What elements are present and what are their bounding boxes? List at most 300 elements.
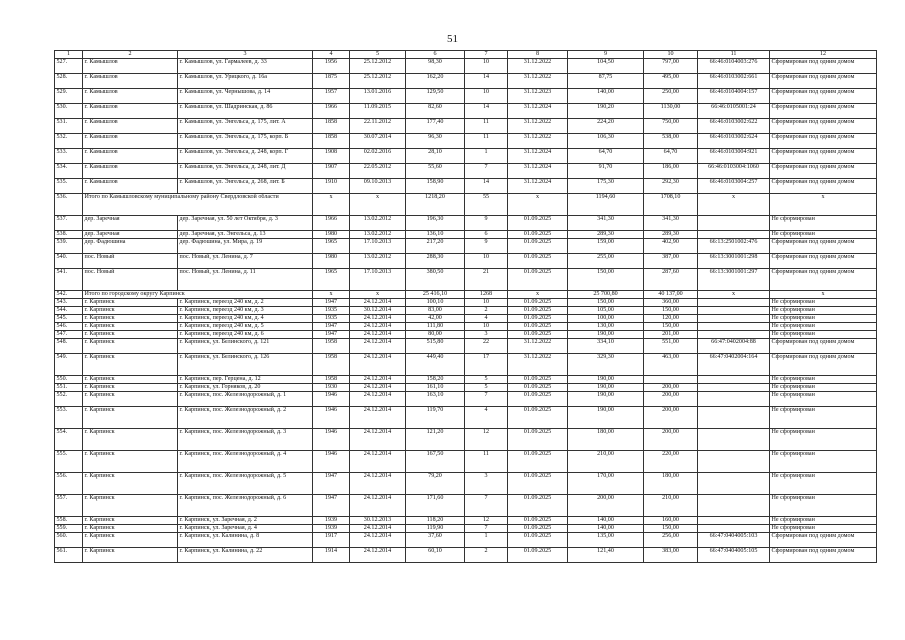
cadastral-number: 66:46:0103002:624	[698, 134, 770, 149]
row-number: 559.	[55, 525, 83, 533]
address: г. Камышлов, ул. Урицкого, д. 16а	[178, 74, 313, 89]
value-10: 180,00	[644, 473, 698, 495]
row-number: 530.	[55, 104, 83, 119]
resettlement-deadline: 01.09.2025	[508, 407, 568, 429]
row-number: 551.	[55, 384, 83, 392]
cadastral-number	[698, 429, 770, 451]
table-row	[55, 525, 877, 533]
address: г. Камышлов, ул. Энгельса, д. 268, лит. Б	[178, 179, 313, 194]
value-9: 105,00	[568, 307, 644, 315]
area: 100,10	[406, 299, 465, 307]
resettlement-deadline: 01.09.2025	[508, 384, 568, 392]
area: 121,20	[406, 429, 465, 451]
table-row	[55, 307, 877, 315]
value-10: 1708,10	[644, 194, 698, 216]
area: 158,90	[406, 179, 465, 194]
build-year: 1980	[313, 254, 350, 269]
value-10: 150,00	[644, 525, 698, 533]
land-status: Не сформирован	[770, 299, 877, 307]
area: 28,10	[406, 149, 465, 164]
recognition-date: 11.09.2015	[350, 104, 406, 119]
land-status: Не сформирован	[770, 451, 877, 473]
recognition-date: 24.12.2014	[350, 392, 406, 407]
locality: г. Карпинск	[83, 299, 178, 307]
residents: 22	[465, 339, 508, 354]
land-status: Сформирован под одним домом	[770, 533, 877, 548]
table-row	[55, 451, 877, 473]
resettlement-deadline: 01.09.2025	[508, 517, 568, 525]
col-header: 2	[83, 51, 178, 59]
build-year: 1910	[313, 179, 350, 194]
address: г. Карпинск, ул. Заречная, д. 4	[178, 525, 313, 533]
recognition-date: 24.12.2014	[350, 548, 406, 563]
row-number: 557.	[55, 495, 83, 517]
locality: г. Камышлов	[83, 164, 178, 179]
build-year: 1947	[313, 299, 350, 307]
cadastral-number: 66:46:0103002:622	[698, 119, 770, 134]
cadastral-number: 66:47:0404005:103	[698, 533, 770, 548]
resettlement-deadline: 01.09.2025	[508, 239, 568, 254]
table-row	[55, 339, 877, 354]
locality: г. Карпинск	[83, 517, 178, 525]
col-header: 12	[770, 51, 877, 59]
address: г. Карпинск, пос. Железнодорожный, д. 6	[178, 495, 313, 517]
value-9: 200,00	[568, 495, 644, 517]
value-10: 383,00	[644, 548, 698, 563]
resettlement-deadline: 31.12.2024	[508, 104, 568, 119]
row-number: 554.	[55, 429, 83, 451]
col-header: 7	[465, 51, 508, 59]
build-year: 1966	[313, 104, 350, 119]
build-year: 1980	[313, 231, 350, 239]
recognition-date: 24.12.2014	[350, 339, 406, 354]
address: г. Карпинск, ул. Заречная, д. 2	[178, 517, 313, 525]
cadastral-number: 66:13:3001001:298	[698, 254, 770, 269]
col-header: 10	[644, 51, 698, 59]
page-number: 51	[447, 33, 458, 45]
build-year: 1946	[313, 392, 350, 407]
col-header: 8	[508, 51, 568, 59]
residents: 2	[465, 548, 508, 563]
value-9: 255,00	[568, 254, 644, 269]
residents: 10	[465, 59, 508, 74]
value-10: 551,00	[644, 339, 698, 354]
cadastral-number: 66:46:0103004:257	[698, 179, 770, 194]
table-row	[55, 323, 877, 331]
recognition-date: 24.12.2014	[350, 299, 406, 307]
resettlement-deadline: 01.09.2025	[508, 392, 568, 407]
row-number: 548.	[55, 339, 83, 354]
recognition-date: 24.12.2014	[350, 354, 406, 376]
residents: 11	[465, 134, 508, 149]
table-row	[55, 74, 877, 89]
area: 515,80	[406, 339, 465, 354]
table-row	[55, 269, 877, 291]
value-9: 121,40	[568, 548, 644, 563]
recognition-date: 13.02.2012	[350, 231, 406, 239]
area: 60,10	[406, 548, 465, 563]
value-9: 87,75	[568, 74, 644, 89]
value-9: 130,00	[568, 323, 644, 331]
land-status: Сформирован под одним домом	[770, 164, 877, 179]
locality: г. Карпинск	[83, 331, 178, 339]
resettlement-deadline: 01.09.2025	[508, 315, 568, 323]
residents: 3	[465, 473, 508, 495]
row-number: 533.	[55, 149, 83, 164]
cadastral-number	[698, 231, 770, 239]
area: 162,20	[406, 74, 465, 89]
locality: г. Карпинск	[83, 548, 178, 563]
table-row	[55, 315, 877, 323]
area: 96,30	[406, 134, 465, 149]
build-year: 1946	[313, 407, 350, 429]
resettlement-deadline: 31.12.2023	[508, 89, 568, 104]
resettlement-deadline: 01.09.2025	[508, 451, 568, 473]
resettlement-deadline: 01.09.2025	[508, 473, 568, 495]
value-10: 200,00	[644, 407, 698, 429]
build-year: 1957	[313, 89, 350, 104]
resettlement-deadline: 31.12.2022	[508, 134, 568, 149]
address: г. Карпинск, пос. Железнодорожный, д. 2	[178, 407, 313, 429]
land-status: x	[770, 194, 877, 216]
resettlement-deadline: 01.09.2025	[508, 429, 568, 451]
area: 37,60	[406, 533, 465, 548]
area: 118,20	[406, 517, 465, 525]
value-9: 170,00	[568, 473, 644, 495]
row-number: 546.	[55, 323, 83, 331]
build-year: x	[313, 194, 350, 216]
resettlement-deadline: 01.09.2025	[508, 299, 568, 307]
land-status: Сформирован под одним домом	[770, 548, 877, 563]
locality: г. Камышлов	[83, 89, 178, 104]
value-10: 150,00	[644, 307, 698, 315]
locality: г. Карпинск	[83, 307, 178, 315]
residents: 1	[465, 149, 508, 164]
resettlement-deadline: 01.09.2025	[508, 525, 568, 533]
residents: 12	[465, 517, 508, 525]
recognition-date: 24.12.2014	[350, 376, 406, 384]
resettlement-deadline: 31.12.2022	[508, 339, 568, 354]
total-label: Итого по городскому округу Карпинск	[83, 291, 313, 299]
resettlement-deadline: 01.09.2025	[508, 216, 568, 231]
build-year: 1930	[313, 384, 350, 392]
address: г. Карпинск, переезд 240 км, д. 4	[178, 315, 313, 323]
build-year: 1858	[313, 119, 350, 134]
row-number: 540.	[55, 254, 83, 269]
value-9: 106,30	[568, 134, 644, 149]
cadastral-number	[698, 331, 770, 339]
cadastral-number	[698, 495, 770, 517]
table-row	[55, 548, 877, 563]
value-9: 135,00	[568, 533, 644, 548]
area: 42,00	[406, 315, 465, 323]
locality: дер. Фадюшина	[83, 239, 178, 254]
land-status: Не сформирован	[770, 231, 877, 239]
value-9: 334,10	[568, 339, 644, 354]
area: 1218,20	[406, 194, 465, 216]
col-header: 6	[406, 51, 465, 59]
row-number: 553.	[55, 407, 83, 429]
recognition-date: 24.12.2014	[350, 384, 406, 392]
value-10: 341,30	[644, 216, 698, 231]
build-year: 1946	[313, 451, 350, 473]
row-number: 560.	[55, 533, 83, 548]
build-year: 1875	[313, 74, 350, 89]
resettlement-deadline: 01.09.2025	[508, 269, 568, 291]
area: 111,80	[406, 323, 465, 331]
table-row	[55, 179, 877, 194]
cadastral-number: 66:46:0103004:921	[698, 149, 770, 164]
value-10: 1130,00	[644, 104, 698, 119]
build-year: 1947	[313, 323, 350, 331]
locality: г. Карпинск	[83, 451, 178, 473]
residents: 14	[465, 104, 508, 119]
locality: г. Карпинск	[83, 339, 178, 354]
land-status: Не сформирован	[770, 384, 877, 392]
table-row	[55, 517, 877, 525]
locality: г. Камышлов	[83, 104, 178, 119]
value-10: 250,00	[644, 89, 698, 104]
value-9: 25 700,80	[568, 291, 644, 299]
land-status: Сформирован под одним домом	[770, 239, 877, 254]
value-10: 200,00	[644, 384, 698, 392]
resettlement-deadline: 01.09.2025	[508, 331, 568, 339]
build-year: x	[313, 291, 350, 299]
cadastral-number: 66:47:0404005:105	[698, 548, 770, 563]
residents: 10	[465, 254, 508, 269]
build-year: 1947	[313, 331, 350, 339]
residents: 3	[465, 331, 508, 339]
area: 119,70	[406, 407, 465, 429]
row-number: 556.	[55, 473, 83, 495]
address: г. Карпинск, переезд 240 км, д. 5	[178, 323, 313, 331]
build-year: 1907	[313, 164, 350, 179]
land-status: Не сформирован	[770, 216, 877, 231]
area: 129,50	[406, 89, 465, 104]
resettlement-deadline: 31.12.2022	[508, 74, 568, 89]
residents: 9	[465, 239, 508, 254]
recognition-date: 24.12.2014	[350, 533, 406, 548]
area: 171,60	[406, 495, 465, 517]
address: пос. Новый, ул. Ленина, д. 7	[178, 254, 313, 269]
recognition-date: 30.12.2014	[350, 307, 406, 315]
land-status: x	[770, 291, 877, 299]
area: 167,50	[406, 451, 465, 473]
table-row	[55, 104, 877, 119]
cadastral-number	[698, 392, 770, 407]
residents: 6	[465, 231, 508, 239]
residents: 11	[465, 451, 508, 473]
value-9: 190,00	[568, 384, 644, 392]
col-header: 3	[178, 51, 313, 59]
row-number: 535.	[55, 179, 83, 194]
value-9: 210,00	[568, 451, 644, 473]
value-9: 150,00	[568, 299, 644, 307]
land-status: Не сформирован	[770, 307, 877, 315]
col-header: 5	[350, 51, 406, 59]
cadastral-number	[698, 517, 770, 525]
resettlement-deadline: 01.09.2025	[508, 231, 568, 239]
address: г. Карпинск, пос. Железнодорожный, д. 3	[178, 429, 313, 451]
area: 163,10	[406, 392, 465, 407]
row-number: 550.	[55, 376, 83, 384]
value-9: 329,30	[568, 354, 644, 376]
housing-table	[54, 50, 877, 563]
land-status: Сформирован под одним домом	[770, 119, 877, 134]
table-row	[55, 119, 877, 134]
recognition-date: 22.11.2012	[350, 119, 406, 134]
address: г. Камышлов, ул. Энгельса, д. 248, корп. Г	[178, 149, 313, 164]
address: дер. Фадюшина, ул. Мира, д. 19	[178, 239, 313, 254]
recognition-date: x	[350, 194, 406, 216]
address: г. Карпинск, ул. Горняков, д. 20	[178, 384, 313, 392]
cadastral-number: x	[698, 291, 770, 299]
resettlement-deadline: 31.12.2024	[508, 179, 568, 194]
residents: 14	[465, 179, 508, 194]
row-number: 561.	[55, 548, 83, 563]
locality: дер. Заречная	[83, 231, 178, 239]
cadastral-number: 66:47:0402004:88	[698, 339, 770, 354]
residents: 10	[465, 323, 508, 331]
address: г. Карпинск, ул. Калинина, д. 22	[178, 548, 313, 563]
locality: г. Карпинск	[83, 429, 178, 451]
value-10: 538,00	[644, 134, 698, 149]
row-number: 541.	[55, 269, 83, 291]
land-status: Не сформирован	[770, 495, 877, 517]
build-year: 1958	[313, 339, 350, 354]
resettlement-deadline: 31.12.2022	[508, 354, 568, 376]
row-number: 534.	[55, 164, 83, 179]
address: г. Камышлов, ул. Энгельса, д. 248, лит. Д	[178, 164, 313, 179]
locality: г. Карпинск	[83, 473, 178, 495]
area: 380,50	[406, 269, 465, 291]
land-status: Не сформирован	[770, 525, 877, 533]
value-10: 64,70	[644, 149, 698, 164]
build-year: 1958	[313, 354, 350, 376]
col-header: 4	[313, 51, 350, 59]
row-number: 532.	[55, 134, 83, 149]
build-year: 1914	[313, 548, 350, 563]
land-status: Не сформирован	[770, 392, 877, 407]
recognition-date: 17.10.2013	[350, 239, 406, 254]
cadastral-number: 66:13:3001001:297	[698, 269, 770, 291]
value-10: 289,30	[644, 231, 698, 239]
locality: г. Карпинск	[83, 384, 178, 392]
address: г. Карпинск, переезд 240 км, д. 6	[178, 331, 313, 339]
value-9: 180,00	[568, 429, 644, 451]
land-status: Сформирован под одним домом	[770, 339, 877, 354]
locality: пос. Новый	[83, 254, 178, 269]
recognition-date: 24.12.2014	[350, 429, 406, 451]
address: г. Карпинск, переезд 240 км, д. 2	[178, 299, 313, 307]
resettlement-deadline: x	[508, 291, 568, 299]
land-status: Сформирован под одним домом	[770, 104, 877, 119]
recognition-date: 22.05.2012	[350, 164, 406, 179]
recognition-date: 24.12.2014	[350, 315, 406, 323]
cadastral-number: x	[698, 194, 770, 216]
recognition-date: 13.02.2012	[350, 216, 406, 231]
row-number: 542.	[55, 291, 83, 299]
col-header: 1	[55, 51, 83, 59]
area: 119,90	[406, 525, 465, 533]
residents: 1	[465, 533, 508, 548]
area: 161,10	[406, 384, 465, 392]
recognition-date: 24.12.2014	[350, 407, 406, 429]
row-number: 543.	[55, 299, 83, 307]
land-status: Не сформирован	[770, 376, 877, 384]
land-status: Сформирован под одним домом	[770, 89, 877, 104]
build-year: 1947	[313, 495, 350, 517]
value-9: 224,20	[568, 119, 644, 134]
row-number: 552.	[55, 392, 83, 407]
address: г. Карпинск, пос. Железнодорожный, д. 5	[178, 473, 313, 495]
area: 217,20	[406, 239, 465, 254]
cadastral-number: 66:46:0104003:276	[698, 59, 770, 74]
land-status: Сформирован под одним домом	[770, 269, 877, 291]
residents: 7	[465, 525, 508, 533]
residents: 5	[465, 376, 508, 384]
row-number: 539.	[55, 239, 83, 254]
address: дер. Заречная, ул. 50 лет Октября, д. 3	[178, 216, 313, 231]
row-number: 544.	[55, 307, 83, 315]
land-status: Сформирован под одним домом	[770, 149, 877, 164]
area: 98,30	[406, 59, 465, 74]
resettlement-deadline: 01.09.2025	[508, 307, 568, 315]
table-row	[55, 533, 877, 548]
value-9: 159,00	[568, 239, 644, 254]
resettlement-deadline: x	[508, 194, 568, 216]
table-row	[55, 149, 877, 164]
value-10: 220,00	[644, 451, 698, 473]
address: г. Карпинск, переезд 240 км, д. 3	[178, 307, 313, 315]
value-10: 495,00	[644, 74, 698, 89]
value-10: 186,00	[644, 164, 698, 179]
cadastral-number	[698, 407, 770, 429]
build-year: 1939	[313, 525, 350, 533]
locality: г. Карпинск	[83, 392, 178, 407]
table-row	[55, 254, 877, 269]
area: 158,20	[406, 376, 465, 384]
address: г. Карпинск, пос. Железнодорожный, д. 4	[178, 451, 313, 473]
table-row	[55, 392, 877, 407]
value-9: 140,00	[568, 517, 644, 525]
locality: г. Карпинск	[83, 315, 178, 323]
residents: 21	[465, 269, 508, 291]
value-9: 91,70	[568, 164, 644, 179]
land-status: Не сформирован	[770, 331, 877, 339]
area: 83,00	[406, 307, 465, 315]
value-10: 150,00	[644, 323, 698, 331]
build-year: 1965	[313, 269, 350, 291]
table-row	[55, 299, 877, 307]
recognition-date: 24.12.2014	[350, 323, 406, 331]
build-year: 1939	[313, 517, 350, 525]
cadastral-number: 66:46:0103004:1060	[698, 164, 770, 179]
resettlement-deadline: 31.12.2024	[508, 164, 568, 179]
address: г. Карпинск, ул. Белинского, д. 121	[178, 339, 313, 354]
table-row	[55, 407, 877, 429]
value-10: 292,30	[644, 179, 698, 194]
build-year: 1966	[313, 216, 350, 231]
value-10: 360,00	[644, 299, 698, 307]
cadastral-number	[698, 525, 770, 533]
locality: г. Карпинск	[83, 495, 178, 517]
row-number: 547.	[55, 331, 83, 339]
value-10: 200,00	[644, 392, 698, 407]
address: г. Карпинск, ул. Калинина, д. 8	[178, 533, 313, 548]
value-9: 140,00	[568, 89, 644, 104]
value-10: 210,00	[644, 495, 698, 517]
